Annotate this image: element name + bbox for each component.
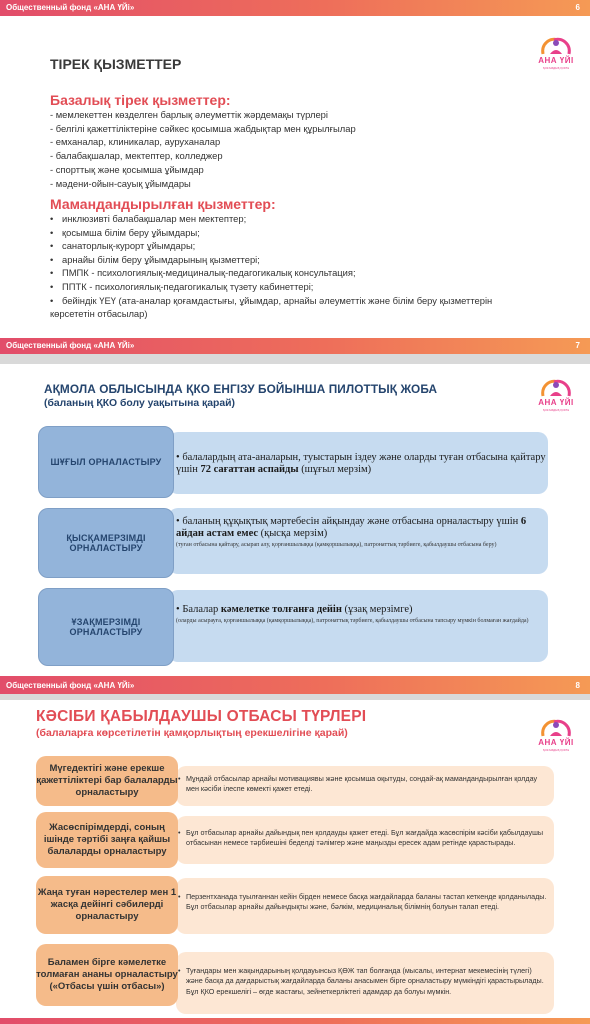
logo-subtext: ҚОҒАМДЫҚ ҚОРЫ [542, 66, 570, 70]
logo-text: АНА ҮЙІ [538, 738, 574, 747]
slide-subtitle: (баланың ҚКО болу уақытына қарай) [44, 398, 235, 409]
logo-subtext: ҚОҒАМДЫҚ ҚОРЫ [542, 748, 570, 752]
footer-org-name: Общественный фонд «АНА ҮЙі» [6, 681, 135, 690]
placement-label: ШҰҒЫЛ ОРНАЛАСТЫРУ [38, 426, 174, 498]
list-item: • қосымша білім беру ұйымдары; [50, 226, 200, 238]
list-item: • ППТК - психологиялық-педагогикалық түзету кабинеттері; [50, 280, 314, 292]
list-item: - балабақшалар, мектептер, колледжер [50, 150, 223, 162]
placement-label: ҚЫСҚАМЕРЗІМДІ ОРНАЛАСТЫРУ [38, 508, 174, 578]
placement-text: • балалардың ата-аналарын, туыстарын іздеу және оларды туған отбасына қайтару үшін 72 сағаттан аспайды (шұғыл мерзім) [176, 452, 546, 475]
footer-org-name: Общественный фонд «АНА ҮЙі» [6, 3, 135, 12]
family-type-text: • Мұндай отбасылар арнайы мотивациявы және қосымша оқытуды, сондай-ақ мамандандырылған қолдау мен кәсіби ілеспе көмекті қажет етеді. [178, 774, 538, 794]
ana-uyi-logo [532, 376, 580, 416]
family-type-text: • Перзентханада туылғаннан кейін бірден немесе басқа жағдайларда баланы тастап кеткенде қолданылады. Бұл отбасылар арнайы дайындықты және, бәлкім, медициналық білімнің болуын талап етеді. [178, 892, 547, 912]
slide-title: АҚМОЛА ОБЛЫСЫНДА ҚКО ЕНГІЗУ БОЙЫНША ПИЛОТТЫҚ ЖОБА [44, 382, 438, 396]
ana-uyi-logo [532, 716, 580, 756]
page-number: 8 [575, 681, 580, 690]
list-item: • ПМПК - психологиялық-медициналық-педагогикалық консультация; [50, 267, 356, 279]
list-item: • инклюзивті балабақшалар мен мектептер; [50, 213, 247, 224]
placement-text: • Балалар кәмелетке толғанға дейін (ұзақ мерзімге) (оларды асырауға, қорғаншылыққа (қамқоршылыққа), патронаттық тәрбиеге, қабылдаушы отбасына тапсыру мүмкін болмаған жағдайда) [176, 604, 529, 624]
family-icon [540, 716, 572, 740]
footer-org-name: Общественный фонд «АНА ҮЙі» [6, 341, 135, 350]
slide-title: ТІРЕК ҚЫЗМЕТТЕР [50, 56, 182, 72]
specialized-services-heading: Мамандандырылған қызметтер: [50, 196, 276, 212]
logo-text: АНА ҮЙІ [538, 56, 574, 65]
slide-title: КӘСІБИ ҚАБЫЛДАУШЫ ОТБАСЫ ТҮРЛЕРІ [36, 708, 367, 725]
placement-description-box [168, 590, 548, 662]
slide-6-top-bar [0, 0, 590, 16]
list-item: - мемлекеттен көзделген барлық әлеуметтік жәрдемақы түрлері [50, 109, 328, 120]
logo-text: АНА ҮЙІ [538, 398, 574, 407]
list-item: - емханалар, клиникалар, ауруханалар [50, 136, 221, 148]
family-icon [540, 34, 572, 58]
logo-subtext: ҚОҒАМДЫҚ ҚОРЫ [542, 408, 570, 412]
placement-label: ҰЗАҚМЕРЗІМДІ ОРНАЛАСТЫРУ [38, 588, 174, 666]
placement-text: • баланың құқықтық мәртебесін айқындау және отбасына орналастыру үшін 6 айдан астам емес (қысқа мерзім) (туған отбасына қайтару, асырап алу, қорғаншылыққа (қамқоршылыққа), патронаттық тәрбиеге, қабылдаушы отбасына беру) [176, 516, 527, 548]
family-type-label: Жасөспірімдерді, соның ішінде тәртібі заңға қайшы балаларды орналастыру [36, 812, 178, 868]
list-item: • бейіндік ҮЕҮ (ата-аналар қоғамдастығы, ұйымдар, арнайы әлеуметтік және білім беру қызметтерін көрсететін отбасылар) [50, 294, 493, 320]
ana-uyi-logo [532, 34, 580, 74]
slide-8-bottom-bar [0, 1018, 590, 1024]
family-type-label: Жаңа туған нәрестелер мен 1 жасқа дейінгі сәбилерді орналастыру [36, 876, 178, 934]
specialized-services-list [50, 212, 535, 321]
family-type-text: • Туғандары мен жақындарының қолдауынсыз ҚӨЖ тап болғанда (мысалы, интернат мекемесінің түлегі) және басқа да дағдарыстық жағдайларда баланы анасымен бірге орналастыру мүмкіндігі қарастырылады. Бұл ҚКО ерекшелігі – өгде жастағы, зейнеткерліктегі адамдар да болуы мүмкін. [178, 966, 544, 996]
slide-subtitle: (балаларға көрсетілетін қамқорлықтың ерекшелігіне қарай) [36, 727, 348, 739]
family-type-label: Мүгедектігі және ерекше қажеттіліктері бар балаларды орналастыру [36, 756, 178, 806]
basic-services-heading: Базалық тірек қызметтер: [50, 92, 231, 108]
basic-services-list [50, 108, 356, 190]
list-item: - белгілі қажеттіліктеріне сәйкес қосымша жабдықтар мен құрылғылар [50, 122, 356, 134]
list-item: - мәдени-ойын-сауық ұйымдары [50, 177, 191, 189]
list-item: • арнайы білім беру ұйымдарының қызметтері; [50, 253, 260, 265]
family-icon [540, 376, 572, 400]
slide-6 [0, 0, 590, 350]
list-item: • санаторлық-курорт ұйымдары; [50, 240, 196, 252]
family-type-label: Баламен бірге кәмелетке толмаған ананы орналастыру («Отбасы үшін отбасы») [36, 944, 178, 1006]
page-number: 7 [575, 341, 580, 350]
family-type-text: • Бұл отбасылар арнайы дайындық пен қолдауды қажет етеді. Бұл жағдайда жасөспірім кәсіби қабылдаушы отбасынан немесе тәрбиешіні беделді тәлімгер және маңызды ересек адам ретінде қарастырады. [178, 828, 544, 848]
list-item: - спорттық және қосымша ұйымдар [50, 163, 204, 175]
page-number: 6 [575, 3, 580, 12]
slide-6-footer-bar [0, 338, 590, 354]
slide-7-footer-bar [0, 678, 590, 694]
